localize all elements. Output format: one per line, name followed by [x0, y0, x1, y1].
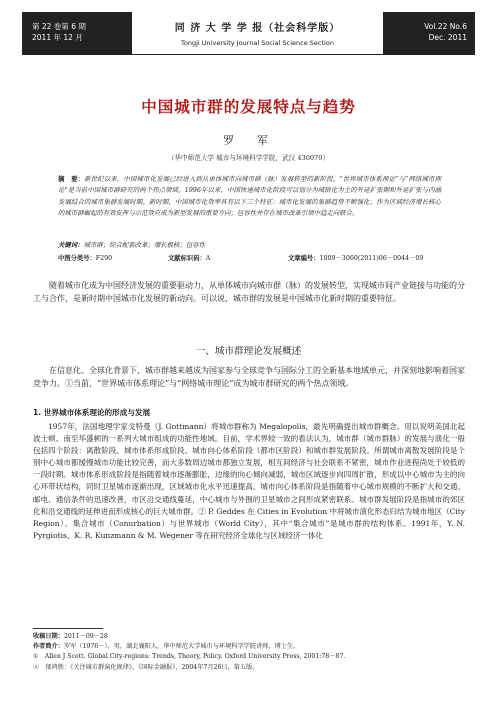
subsection-paragraph: 1957年，法国地理学家戈特曼（J. Gottmann）将城市群称为 Megalopolis，最先明确提出城市群概念。用以说明美国北起波士顿、南至华盛顿的一系列大城市组成的功能性地域。目前，学术界较一致的看法认为，城市群（城市群脉）的发展与演化一般包括四个阶段：离散阶段、城市体系形成阶段、城市向心体系阶段（都市区阶段）和城市群发展阶段。所谓城市离散发展阶段是个别中心城市都缓慢城市功能比较完善，而大多数周边城市都独立发展，相互间经济与社会联系不紧密，城市作业进程尚处于较低的一段时期。城市体系形成阶段是指随着城市逐渐膨胀，边缘的向心倾向减弱，城市区域逐步向四周扩散，形成以中心城市为主的向心环带状结构，同时卫星城市逐渐出现，区域城市化水平迅速提高。城市向心体系阶段是指随着中心城市规模的不断扩大和交通、邮电、通信条件的迅速改善，市区沿交通线蔓延，中心城市与外围的卫星城市之间形成紧密联系。城市群发展阶段是指城市的郊区化和沿交通线的延伸进而形成核心的巨大城市群。② P. Geddes 在 Cities in Evolution 中将城市演化形态归结为城市地区（City Region）、集合城市（Conurbation）与世界城市（World City），其中“集合城市”是城市群的结构体系。1991年，Y. N. Pyrgiotis、K. R. Kunzmann & M. Wegener 等在研究经济全球化与区域经济一体化 [33, 422, 465, 540]
footnote-2: ② 郁鸿胜：《关注城市群演化规律》，《国际金融报》，2004年7月26日，第五版。 [33, 663, 259, 671]
footnote-rule [33, 628, 103, 629]
doc-code-label: 文献标识码： [168, 255, 206, 262]
header-rule [22, 54, 475, 55]
clc-label: 中图分类号： [58, 255, 96, 262]
clc-value: F290 [95, 255, 113, 262]
author-affiliation: （华中师范大学 城市与环境科学学院，武汉 430079） [167, 154, 330, 162]
volume-number: Vol.22 No.6 [424, 22, 467, 31]
author-bio: 作者简介：罗军（1976－），男，湖北襄阳人，华中师范大学城市与环境科学学院讲师，博士生。 [33, 643, 300, 651]
classification-line [58, 253, 441, 262]
abstract [58, 174, 441, 219]
abstract-text: 新世纪以来，中国城市化发展已经进入到从单体城市向城市群（脉）发展转型的新阶段。“世界城市体系理论”与“网络城市理论”是当前中国城市群研究的两个热点领域。1996年以来，中国快速城市化阶段可以划分为城镇化为主的外延扩张期和外延扩张与内涵发展结合的城市集群发展时期。新时期，中国城市化效率具有以下三个特征：城市化发展的集群趋势不断强化；作为区域经济增长核心的城市群崛起的有效发挥与示范效应成为新型发展的重要方向；包容性并存在城市改革引领中趋走向联合。 [58, 175, 441, 217]
subsection-heading: 1. 世界城市体系理论的形成与发展 [33, 408, 151, 417]
keywords [58, 240, 441, 249]
volume-date: Dec. 2011 [428, 33, 467, 42]
keywords-label: 关键词： [58, 241, 84, 249]
journal-name-en: Tongji University Journal Social Science Section [181, 39, 334, 47]
issue-number: 第 22 卷第 6 期 [32, 22, 86, 31]
article-no-label: 文章编号： [288, 255, 320, 262]
article-title: 中国城市群的发展特点与趋势 [141, 98, 356, 116]
doc-code-value: A [205, 255, 211, 262]
abstract-label: 摘 要： [58, 175, 85, 183]
intro-paragraph: 随着城市化成为中国经济发展的重要驱动力，从单体城市向城市群（脉）的发展转型，实现城市间产业链接与功能的分工与合作，是新时期中国城市化发展的新动向。可以说，城市群的发展是中国城市化新时期的重要特征。 [33, 281, 465, 303]
journal-header [132, 12, 383, 54]
section-paragraph: 在信息化、全球化背景下，城市群越来越成为国家参与全球竞争与国际分工的全新基本地域单元，并深刻地影响着国家竞争力。①当前，“世界城市体系理论”与“网络城市理论”成为城市群研究的两个热点领域。 [33, 366, 465, 388]
journal-name-cn: 同 济 大 学 学 报（社会科学版） [174, 23, 341, 34]
footnotes [33, 632, 465, 673]
issue-date: 2011 年 12 月 [32, 33, 83, 42]
issue-box [22, 12, 132, 54]
footnote-1: ① Allen J Scott. Global City-regions: Trends, Theory, Policy. Oxford University Press, 2001:78－87. [33, 653, 346, 661]
received-date: 收稿日期：2011－09－28 [33, 633, 108, 640]
volume-box [383, 12, 475, 54]
section-heading: 一、城市群理论发展概述 [195, 346, 302, 357]
keywords-text: 城市群；综合配套改革；增长极核；包容性 [83, 241, 205, 249]
article-author: 罗 军 [223, 134, 274, 147]
article-no-value: 1009－3060(2011)06－0044－09 [319, 255, 424, 262]
